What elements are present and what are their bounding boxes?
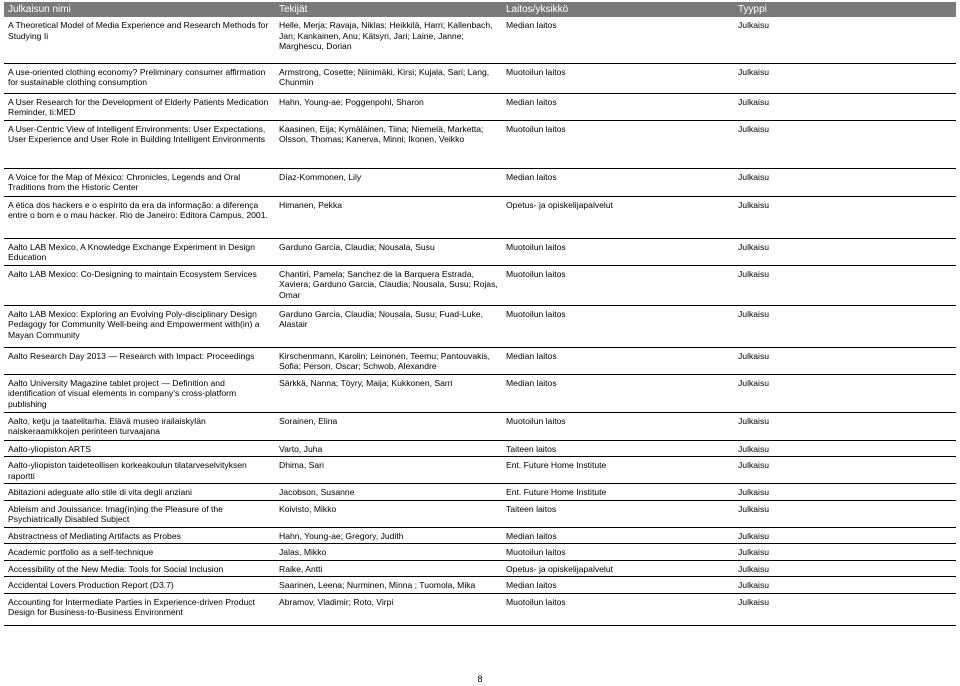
publication-title: Accessibility of the New Media: Tools for Social Inclusion <box>4 560 275 577</box>
publication-authors: Koivisto, Mikko <box>275 500 502 527</box>
publication-unit: Muotoilun laitos <box>502 593 734 625</box>
publication-title: Aalto-yliopiston ARTS <box>4 440 275 457</box>
publication-type: Julkaisu <box>734 63 956 93</box>
publication-authors: Garduno Garcia, Claudia; Nousala, Susu <box>275 238 502 265</box>
publication-authors: Kirschenmann, Karolin; Leinonen, Teemu; Pantouvakis, Sofia; Person, Oscar; Schwob, Alexandre <box>275 347 502 374</box>
table-row <box>4 120 956 168</box>
publication-unit: Muotoilun laitos <box>502 63 734 93</box>
table-row <box>4 527 956 544</box>
publication-type: Julkaisu <box>734 196 956 238</box>
table-row <box>4 544 956 561</box>
publication-title: A User-Centric View of Intelligent Environments: User Expectations, User Experience and User Role in Building Intelligent Environments <box>4 120 275 168</box>
publication-authors: Armstrong, Cosette; Niinimäki, Kirsi; Kujala, Sari; Lang, Chunmin <box>275 63 502 93</box>
publication-type: Julkaisu <box>734 238 956 265</box>
publication-type: Julkaisu <box>734 305 956 347</box>
publication-unit: Muotoilun laitos <box>502 265 734 305</box>
header-unit: Laitos/yksikkö <box>502 2 734 17</box>
publication-title: Academic portfolio as a self-technique <box>4 544 275 561</box>
publication-title: Ableism and Jouissance: Imag(in)ing the Pleasure of the Psychiatrically Disabled Subject <box>4 500 275 527</box>
publication-authors: Helle, Merja; Ravaja, Niklas; Heikkilä, Harri; Kallenbach, Jan; Kankainen, Anu; Kätsyri, Jari; Laine, Janne; Marghescu, Dorian <box>275 17 502 63</box>
publication-unit: Median laitos <box>502 374 734 412</box>
publication-title: A use-oriented clothing economy? Preliminary consumer affirmation for sustainable clothing consumption <box>4 63 275 93</box>
table-row <box>4 440 956 457</box>
publication-type: Julkaisu <box>734 544 956 561</box>
publication-type: Julkaisu <box>734 593 956 625</box>
table-row <box>4 374 956 412</box>
publication-unit: Opetus- ja opiskelijapalvelut <box>502 196 734 238</box>
table-row <box>4 63 956 93</box>
table-header-row <box>4 2 956 17</box>
publication-authors: Himanen, Pekka <box>275 196 502 238</box>
publication-title: Aalto LAB Mexico, A Knowledge Exchange Experiment in Design Education <box>4 238 275 265</box>
publication-type: Julkaisu <box>734 168 956 196</box>
publication-type: Julkaisu <box>734 577 956 594</box>
publication-title: Aalto Research Day 2013 — Research with Impact: Proceedings <box>4 347 275 374</box>
publication-title: Aalto LAB Mexico: Co-Designing to maintain Ecosystem Services <box>4 265 275 305</box>
publication-unit: Opetus- ja opiskelijapalvelut <box>502 560 734 577</box>
table-row <box>4 238 956 265</box>
publication-type: Julkaisu <box>734 560 956 577</box>
publication-type: Julkaisu <box>734 120 956 168</box>
publication-unit: Muotoilun laitos <box>502 305 734 347</box>
publications-table <box>4 2 956 626</box>
table-row <box>4 457 956 484</box>
publication-type: Julkaisu <box>734 500 956 527</box>
publication-title: A Theoretical Model of Media Experience and Research Methods for Studying Ii <box>4 17 275 63</box>
publication-type: Julkaisu <box>734 412 956 440</box>
publication-type: Julkaisu <box>734 440 956 457</box>
publication-title: Aalto University Magazine tablet project — Definition and identification of visual elements in company’s cross-platform publishing <box>4 374 275 412</box>
publication-authors: Sorainen, Elina <box>275 412 502 440</box>
publication-title: A User Research for the Development of Elderly Patients Medication Reminder, ti:MED <box>4 93 275 120</box>
publication-unit: Muotoilun laitos <box>502 238 734 265</box>
publication-authors: Garduno Garcia, Claudia; Nousala, Susu; Fuad-Luke, Alastair <box>275 305 502 347</box>
publication-unit: Ent. Future Home Institute <box>502 484 734 501</box>
document-page <box>4 2 956 626</box>
publication-unit: Median laitos <box>502 577 734 594</box>
header-title: Julkaisun nimi <box>4 2 275 17</box>
publication-type: Julkaisu <box>734 457 956 484</box>
header-authors: Tekijät <box>275 2 502 17</box>
table-row <box>4 265 956 305</box>
header-type: Tyyppi <box>734 2 956 17</box>
publication-authors: Hahn, Young-ae; Poggenpohl, Sharon <box>275 93 502 120</box>
publication-type: Julkaisu <box>734 93 956 120</box>
table-row <box>4 168 956 196</box>
table-row <box>4 196 956 238</box>
publication-authors: Saarinen, Leena; Nurminen, Minna ; Tuomola, Mika <box>275 577 502 594</box>
publication-type: Julkaisu <box>734 374 956 412</box>
publication-unit: Median laitos <box>502 17 734 63</box>
publication-title: A ética dos hackers e o espírito da era da informação: a diferença entre o bom e o mau hacker. Rio de Janeiro: Editora Campus, 2001. <box>4 196 275 238</box>
table-row <box>4 593 956 625</box>
publication-title: Abstractness of Mediating Artifacts as Probes <box>4 527 275 544</box>
table-row <box>4 412 956 440</box>
table-row <box>4 347 956 374</box>
table-row <box>4 305 956 347</box>
publication-title: Aalto, ketju ja taatelitarha. Elävä museo irailaiskylän naiskeraamikkojen perinteen turvaajana <box>4 412 275 440</box>
publication-unit: Taiteen laitos <box>502 500 734 527</box>
publication-type: Julkaisu <box>734 17 956 63</box>
page-number: 8 <box>477 674 483 684</box>
publication-authors: Kaasinen, Eija; Kymäläinen, Tiina; Niemelä, Marketta; Olsson, Thomas; Kanerva, Minni; Ikonen, Veikko <box>275 120 502 168</box>
publication-type: Julkaisu <box>734 347 956 374</box>
publication-unit: Muotoilun laitos <box>502 412 734 440</box>
publication-unit: Median laitos <box>502 347 734 374</box>
publication-unit: Muotoilun laitos <box>502 544 734 561</box>
publication-authors: Raike, Antti <box>275 560 502 577</box>
publication-authors: Díaz-Kommonen, Lily <box>275 168 502 196</box>
publication-authors: Abramov, Vladimir; Roto, Virpi <box>275 593 502 625</box>
table-row <box>4 93 956 120</box>
publication-unit: Median laitos <box>502 168 734 196</box>
publication-title: Aalto-yliopiston taideteollisen korkeakoulun tilatarveselvityksen raportti <box>4 457 275 484</box>
publication-authors: Hahn, Young-ae; Gregory, Judith <box>275 527 502 544</box>
publication-type: Julkaisu <box>734 484 956 501</box>
table-row <box>4 484 956 501</box>
publication-authors: Chantiri, Pamela; Sanchez de la Barquera Estrada, Xaviera; Garduno Garcia, Claudia; Nousala, Susu; Rojas, Omar <box>275 265 502 305</box>
publication-authors: Jacobson, Susanne <box>275 484 502 501</box>
publication-title: A Voice for the Map of México: Chronicles, Legends and Oral Traditions from the Historic Center <box>4 168 275 196</box>
publication-unit: Taiteen laitos <box>502 440 734 457</box>
publication-authors: Jalas, Mikko <box>275 544 502 561</box>
table-row <box>4 577 956 594</box>
table-row <box>4 500 956 527</box>
publication-title: Accounting for Intermediate Parties in Experience-driven Product Design for Business-to-Business Environment <box>4 593 275 625</box>
publication-unit: Ent. Future Home Institute <box>502 457 734 484</box>
publication-unit: Median laitos <box>502 93 734 120</box>
publication-title: Aalto LAB Mexico: Exploring an Evolving Poly-disciplinary Design Pedagogy for Community Well-being and Empowerment with(in) a Mayan Community <box>4 305 275 347</box>
publication-type: Julkaisu <box>734 265 956 305</box>
publication-type: Julkaisu <box>734 527 956 544</box>
publication-authors: Dhima, Sari <box>275 457 502 484</box>
table-row <box>4 17 956 63</box>
publication-unit: Muotoilun laitos <box>502 120 734 168</box>
publication-title: Abitazioni adeguate allo stile di vita degli anziani <box>4 484 275 501</box>
publication-authors: Varto, Juha <box>275 440 502 457</box>
publication-unit: Median laitos <box>502 527 734 544</box>
publication-authors: Särkkä, Nanna; Töyry, Maija; Kukkonen, Sarri <box>275 374 502 412</box>
publication-title: Accidental Lovers Production Report (D3.7) <box>4 577 275 594</box>
table-row <box>4 560 956 577</box>
